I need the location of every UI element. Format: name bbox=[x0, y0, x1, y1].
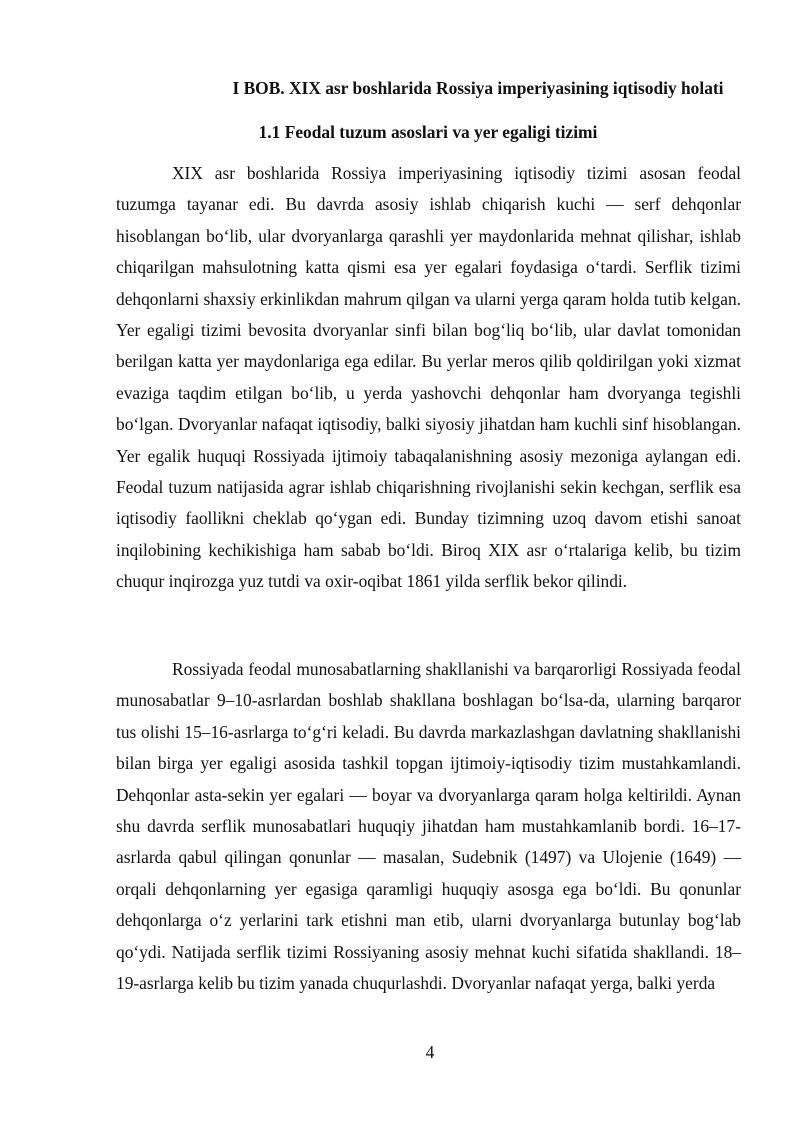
body-paragraph: Rossiyada feodal munosabatlarning shakllanishi va barqarorligi Rossiyada feodal munosabatlar 9–10-asrlardan boshlab shakllana boshlagan bo‘lsa-da, ularning barqaror tus olishi 15–16-asrlarga to‘g‘ri keladi. Bu davrda markazlashgan davlatning shakllanishi bilan birga yer egaligi asosida tashkil topgan ijtimoiy-iqtisodiy tizim mustahkamlandi. Dehqonlar asta-sekin yer egalari — boyar va dvoryanlarga qaram holga keltirildi. Aynan shu davrda serflik munosabatlari huquqiy jihatdan ham mustahkamlanib bordi. 16–17-asrlarda qabul qilingan qonunlar — masalan, Sudebnik (1497) va Ulojenie (1649) — orqali dehqonlarning yer egasiga qaramligi huquqiy asosga ega bo‘ldi. Bu qonunlar dehqonlarga o‘z yerlarini tark etishni man etib, ularni dvoryanlarga butunlay bog‘lab qo‘ydi. Natijada serflik tizimi Rossiyaning asosiy mehnat kuchi sifatida shakllandi. 18–19-asrlarga kelib bu tizim yanada chuqurlashdi. Dvoryanlar nafaqat yerga, balki yerda bbox=[116, 659, 741, 994]
page-number: 4 bbox=[425, 1042, 435, 1062]
section-title: 1.1 Feodal tuzum asoslari va yer egaligi tizimi bbox=[258, 122, 598, 142]
chapter-title: I BOB. XIX asr boshlarida Rossiya imperiyasining iqtisodiy holati bbox=[232, 78, 724, 98]
body-paragraph: XIX asr boshlarida Rossiya imperiyasining iqtisodiy tizimi asosan feodal tuzumga tayanar edi. Bu davrda asosiy ishlab chiqarish kuchi — serf dehqonlar hisoblangan bo‘lib, ular dvoryanlarga qarashli yer maydonlarida mehnat qilishar, ishlab chiqarilgan mahsulotning katta qismi esa yer egalari foydasiga o‘tardi. Serflik tizimi dehqonlarni shaxsiy erkinlikdan mahrum qilgan va ularni yerga qaram holda tutib kelgan. Yer egaligi tizimi bevosita dvoryanlar sinfi bilan bog‘liq bo‘lib, ular davlat tomonidan berilgan katta yer maydonlariga ega edilar. Bu yerlar meros qilib qoldirilgan yoki xizmat evaziga taqdim etilgan bo‘lib, u yerda yashovchi dehqonlar ham dvoryanga tegishli bo‘lgan. Dvoryanlar nafaqat iqtisodiy, balki siyosiy jihatdan ham kuchli sinf hisoblangan. Yer egalik huquqi Rossiyada ijtimoiy tabaqalanishning asosiy mezoniga aylangan edi. Feodal tuzum natijasida agrar ishlab chiqarishning rivojlanishi sekin kechgan, serflik esa iqtisodiy faollikni cheklab qo‘ygan edi. Bunday tizimning uzoq davom etishi sanoat inqilobining kechikishiga ham sabab bo‘ldi. Biroq XIX asr o‘rtalariga kelib, bu tizim chuqur inqirozga yuz tutdi va oxir-oqibat 1861 yilda serflik bekor qilindi. bbox=[116, 163, 741, 592]
